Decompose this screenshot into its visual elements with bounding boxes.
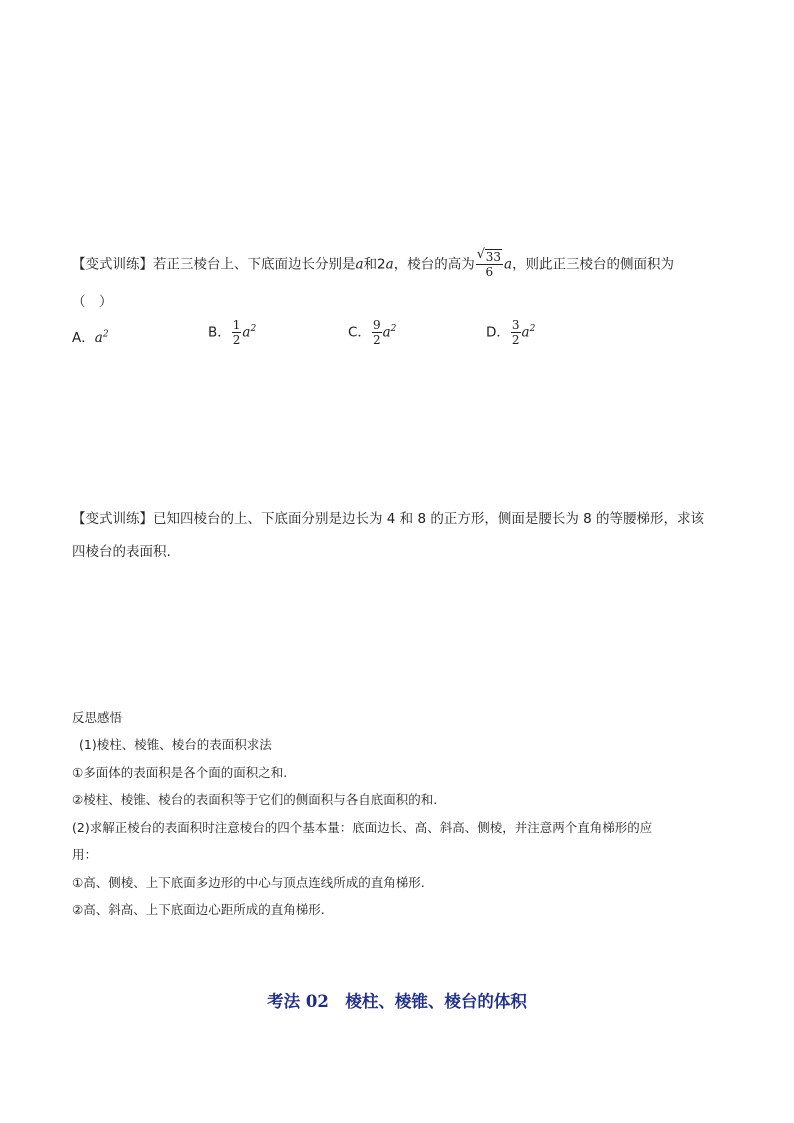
reflection-line: ②高、斜高、上下底面边心距所成的直角梯形. [72, 902, 325, 917]
reflection-line: ②棱柱、棱锥、棱台的表面积等于它们的侧面积与各自底面积的和. [72, 792, 438, 807]
var-a: a [504, 256, 513, 273]
option-a [72, 326, 109, 346]
question-1-stem [72, 247, 675, 279]
question-1-suffix: ，则此正三棱台的侧面积为 [512, 256, 675, 273]
option-c-expr: a [382, 324, 391, 341]
question-2-line-2: 四棱台的表面积. [72, 544, 171, 560]
option-b [208, 318, 256, 347]
option-a-label: A． [72, 330, 95, 346]
sqrt-radicand: 33 [485, 250, 501, 264]
reflection-line: ①高、侧棱、上下底面多边形的中心与顶点连线所成的直角梯形. [72, 875, 425, 890]
option-d-fraction [511, 318, 521, 347]
fraction-denominator: 6 [485, 265, 494, 279]
option-c-den: 2 [372, 333, 381, 347]
option-b-fraction [232, 318, 242, 347]
var-a: a [355, 256, 364, 273]
option-d-exp: 2 [529, 324, 536, 334]
question-2-line-1: 【变式训练】已知四棱台的上、下底面分别是边长为 4 和 8 的正方形，侧面是腰长为 8 的等腰梯形，求该 [72, 511, 705, 527]
option-d-expr: a [521, 324, 530, 341]
reflection-line: (1)棱柱、棱锥、棱台的表面积求法 [79, 737, 272, 752]
option-a-exp: 2 [102, 329, 109, 340]
option-c-exp: 2 [390, 324, 397, 334]
var-a: a [385, 256, 394, 273]
question-1-mid1: 和2 [363, 256, 386, 273]
option-b-label: B． [208, 324, 231, 341]
question-1-prefix: 【变式训练】若正三棱台上、下底面边长分别是 [72, 256, 356, 273]
option-c-fraction [372, 318, 382, 347]
option-d-den: 2 [511, 333, 520, 347]
section-title: 考法 02 棱柱、棱锥、棱台的体积 [267, 992, 527, 1011]
option-d-label: D． [486, 324, 510, 341]
reflection-line: (2)求解正棱台的表面积时注意棱台的四个基本量：底面边长、高、斜高、侧棱，并注意两个直角梯形的应 [72, 820, 653, 835]
option-b-expr: a [242, 324, 251, 341]
option-d [486, 318, 535, 347]
reflection-line: 用： [72, 847, 98, 862]
question-1-mid2: ，棱台的高为 [393, 256, 475, 273]
reflection-line: ①多面体的表面积是各个面的面积之和. [72, 765, 288, 780]
answer-blank: （ ） [72, 294, 113, 310]
option-b-den: 2 [232, 333, 241, 347]
option-b-exp: 2 [250, 324, 257, 334]
option-c-num: 9 [372, 318, 381, 332]
reflection-heading: 反思感悟 [72, 710, 123, 725]
option-c [348, 318, 396, 347]
option-b-num: 1 [232, 318, 241, 332]
option-c-label: C． [348, 324, 371, 341]
option-d-num: 3 [511, 318, 520, 332]
height-fraction: √ 33 6 [476, 247, 501, 279]
option-a-expr: a [94, 330, 103, 346]
